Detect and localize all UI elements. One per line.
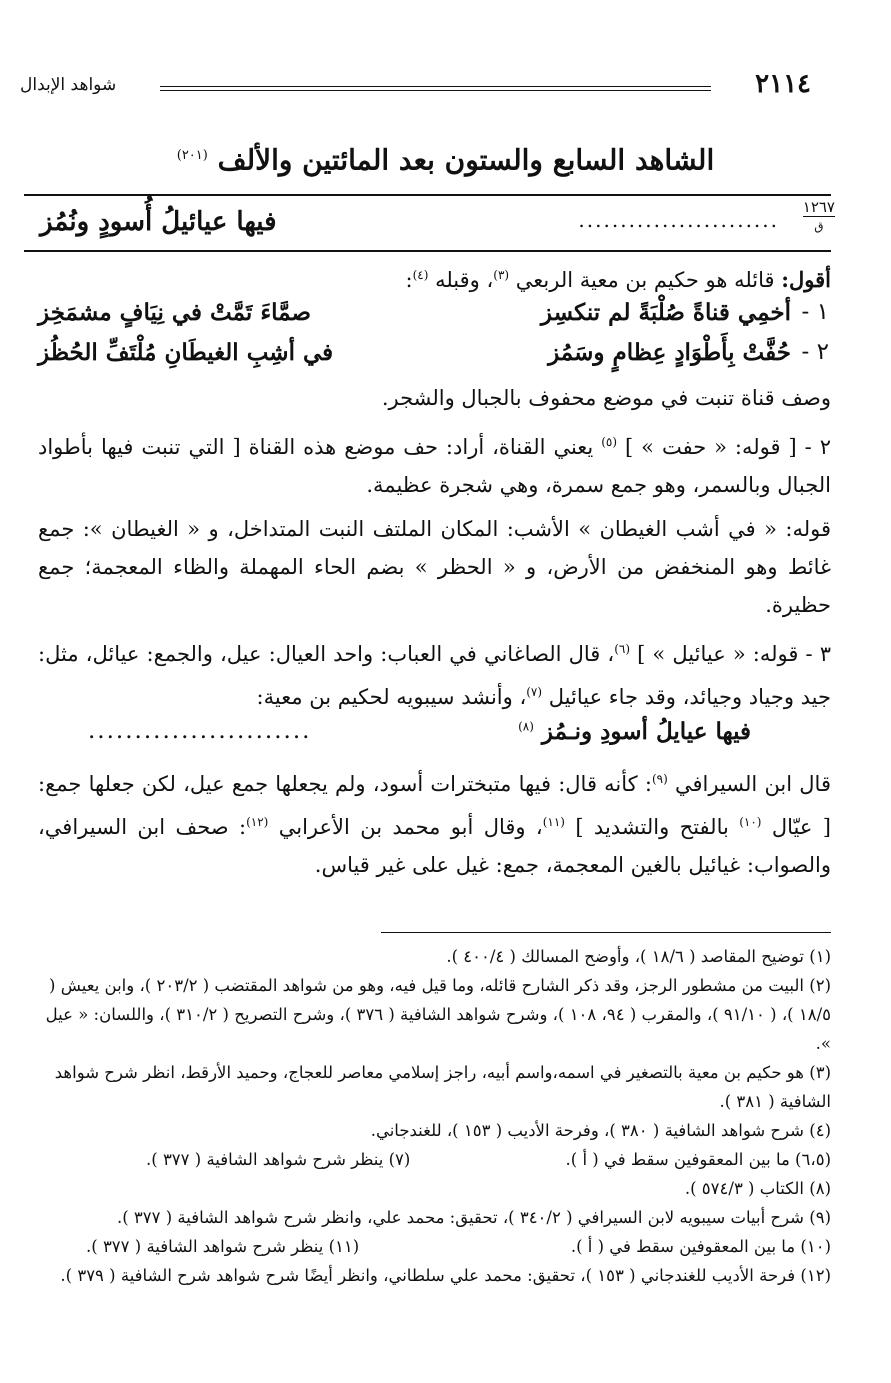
- footnote: (١١) ينظر شرح شواهد الشافية ( ٣٧٧ ).: [86, 1237, 360, 1256]
- paragraph-text: قال ابن السيرافي: [674, 772, 831, 796]
- banner-rule: [24, 250, 831, 252]
- main-text: [38, 256, 831, 884]
- header-rule: [160, 86, 711, 87]
- footnote-ref: (٨): [518, 719, 534, 734]
- poem-verse: [38, 339, 831, 379]
- paragraph: [38, 630, 831, 716]
- paragraph: [38, 423, 831, 504]
- paragraph-text: بالفتح والتشديد ]: [575, 815, 729, 839]
- footnote-ref: (٩): [651, 772, 668, 786]
- footnote: (٩) شرح أبيات سيبويه لابن السيرافي ( ٣٤٠/٢ )، تحقيق: محمد علي، وانظر شرح شواهد الشافية ( ٣٧٧ ).: [116, 1208, 831, 1227]
- footnote: (١٠) ما بين المعقوفين سقط في ( أ ).: [570, 1237, 831, 1256]
- running-header: [20, 64, 811, 104]
- paragraph-text: ، قال الصاغاني في العباب: واحد العيال: عيل، والجمع: عيائل، مثل: جيد وجياد وجيائد، وقد جاء عيائيل: [38, 642, 831, 709]
- banner-dots: ........................: [578, 208, 779, 232]
- footnote-ref: (٦): [614, 642, 631, 656]
- verse-hemistich: صمَّاءَ تَمَّتْ في نِيَافٍ مشمَخِز: [38, 299, 311, 326]
- paragraph-text: يعني القناة، أراد: حف موضع هذه القناة [ التي تنبت فيها بأطواد الجبال وبالسمر، وهو جمع سمرة، وهي شجرة عظيمة.: [38, 435, 831, 497]
- chapter-title-note: (٢٠١): [176, 148, 208, 163]
- paragraph: وصف قناة تنبت في موضع محفوف بالجبال والشجر.: [381, 386, 831, 410]
- quote-dots: ........................: [88, 718, 312, 744]
- intro-lead: أقول:: [781, 267, 831, 292]
- paragraph-text: ، وقال أبو محمد بن الأعرابي: [278, 815, 543, 839]
- intro-text: قائله هو حكيم بن معية الربعي: [515, 268, 775, 292]
- footnote: (٤) شرح شواهد الشافية ( ٣٨٠ )، وفرحة الأديب ( ١٥٣ )، للغندجاني.: [370, 1121, 831, 1140]
- paragraph-text: : صحف ابن السيرافي، والصواب: غيائيل بالغين المعجمة، جمع: غيل على غير قياس.: [38, 815, 831, 877]
- footnote-ref: (١٢): [246, 815, 269, 829]
- quote-text: فيها عيايلُ أسودِ ونـمُز: [541, 718, 751, 745]
- verse-number: [803, 198, 835, 235]
- footnote-pair: [36, 1232, 831, 1261]
- footnote-ref: (١٠): [739, 815, 762, 829]
- footnote: (٢) البيت من مشطور الرجز، وقد ذكر الشارح قائله، وما قيل فيه، وهو من شواهد المقتضب ( ٢٠٣/٢ )، وابن يعيش ( ١٨/٥ )، ( ٩١/١٠ )، والمقرب ( ٩٤، ١٠٨ )، وشرح شواهد الشافية ( ٣٧٦ )، وشرح التصريح ( ٣١٠/٢ )، واللسان: « عيل ».: [45, 976, 831, 1053]
- verse-hemistich: حُفَّتْ بِأَطْوَادٍ عِظامٍ وسَمُز: [548, 339, 791, 366]
- running-title: شواهد الإبدال: [20, 75, 117, 95]
- quoted-verse: [38, 716, 831, 760]
- intro-text: :: [405, 268, 413, 292]
- footnote-ref: (٣): [493, 268, 510, 282]
- chapter-title: [0, 134, 891, 182]
- footnote-separator: [381, 932, 831, 933]
- footnote: (٨) الكتاب ( ٥٧٤/٣ ).: [684, 1179, 831, 1198]
- footnote-ref: (٥): [601, 435, 618, 449]
- paragraph-text: ٣ - قوله: « عيائيل » ]: [637, 642, 831, 666]
- footnote-ref: (٤): [412, 268, 429, 282]
- banner-rule: [24, 194, 831, 196]
- footnote: (١٢) فرحة الأديب للغندجاني ( ١٥٣ )، تحقيق: محمد علي سلطاني، وانظر أيضًا شرح شواهد شرح الشافية ( ٣٧٩ ).: [60, 1266, 831, 1285]
- banner-verse: فيها عيائيلُ أُسودٍ ونُمُز: [40, 207, 277, 237]
- verse-hemistich: أخمِي قناةً صُلْبَةً لم تنكسِز: [540, 299, 791, 326]
- verse-num: ١ -: [801, 299, 829, 325]
- footnote: (٦،٥) ما بين المعقوفين سقط في ( أ ).: [565, 1150, 831, 1169]
- paragraph-text: ٢ - [ قوله: « حفت » ]: [625, 435, 831, 459]
- footnote: (١) توضيح المقاصد ( ١٨/٦ )، وأوضح المسالك ( ٤٠٠/٤ ).: [446, 947, 831, 966]
- footnote-pair: [36, 1145, 831, 1174]
- paragraph: قوله: « في أشب الغيطان » الأشب: المكان الملتف النبت المتداخل، و « الغيطان »: جمع غائط وهو المنخفض من الأرض، و « الحظر » بضم الحاء المهملة والظاء المعجمة؛ جمع حظيرة.: [38, 517, 831, 617]
- verse-num: ٢ -: [801, 339, 829, 365]
- chapter-title-text: الشاهد السابع والستون بعد المائتين والألف: [217, 143, 715, 177]
- intro-text: ، وقبله: [435, 268, 494, 292]
- footnotes: [36, 942, 831, 1290]
- verse-number-top: ١٢٦٧: [802, 198, 835, 216]
- quoted-verse-text: [518, 718, 751, 745]
- verse-hemistich: في أشِبِ الغيطَانِ مُلْتَفِّ الحُظُز: [38, 339, 334, 366]
- footnote: (٧) ينظر شرح شواهد الشافية ( ٣٧٧ ).: [146, 1150, 411, 1169]
- poem-verse: [38, 299, 831, 339]
- page-number: ٢١١٤: [755, 69, 811, 99]
- intro-paragraph: [38, 256, 831, 299]
- header-rule: [160, 90, 711, 91]
- footnote-ref: (٧): [526, 685, 543, 699]
- footnote: (٣) هو حكيم بن معية بالتصغير في اسمه،واسم أبيه، راجز إسلامي معاصر للعجاج، وحميد الأرقط، انظر شرح شواهد الشافية ( ٣٨١ ).: [54, 1063, 831, 1111]
- footnote-ref: (١١): [542, 815, 565, 829]
- paragraph-text: : كأنه قال: فيها متبخترات أسود، ولم يجعلها جمع عيل، لكن جعلها جمع: [ عيّال: [38, 772, 831, 839]
- verse-banner: [24, 194, 835, 252]
- paragraph-text: ، وأنشد سيبويه لحكيم بن معية:: [256, 685, 527, 709]
- verse-number-bottom: ق: [803, 216, 835, 235]
- paragraph: [38, 760, 831, 884]
